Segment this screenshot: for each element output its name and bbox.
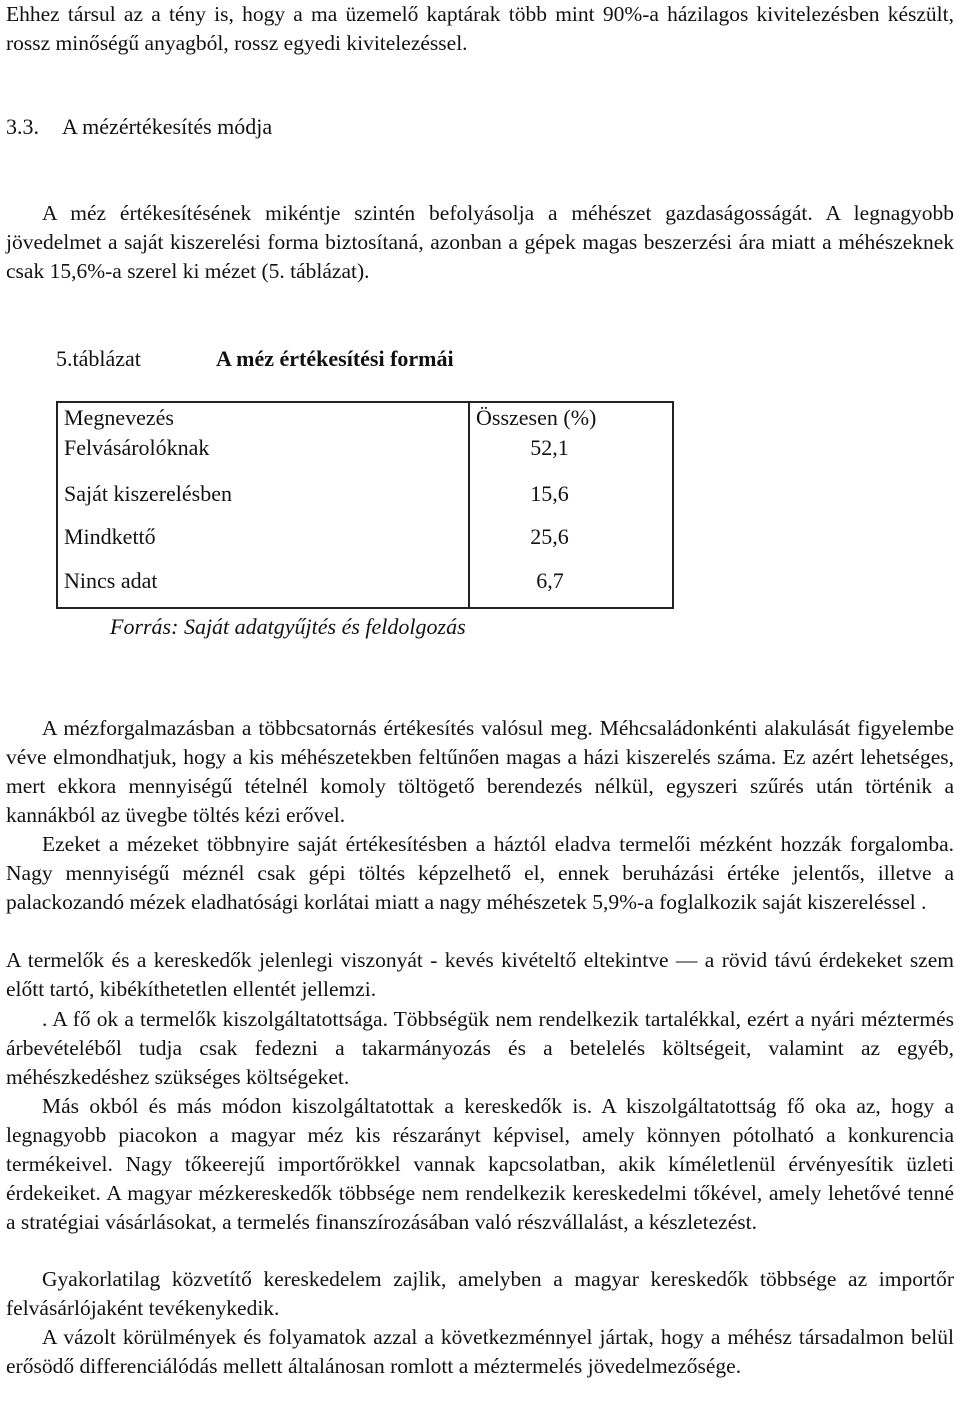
body-paragraph-5: Más okból és más módon kiszolgáltatottak a kereskedők is. A kiszolgáltatottság fő oka az, hogy a legnagyobb piacokon a magyar méz kis részarányt képvisel, amely könnyen pótolható a konkurencia termékeivel. Nagy tőkeerejű importőrökkel vannak kapcsolatban, akik kíméletlenül érvényesítik üzleti érdekeiket. A magyar mézkereskedők többsége nem rendelkezik kereskedelmi tőkével, amely lehetővé tenné a stratégiai vásárlásokat, a termelés finanszírozásában való részvállalást, a készletezést. xyxy=(6,1094,954,1234)
table-row-name: Saját kiszerelésben xyxy=(64,481,232,506)
table-label: 5.táblázat xyxy=(56,346,141,371)
body-paragraph-6: Gyakorlatilag közvetítő kereskedelem zajlik, amelyben a magyar kereskedők többsége az importőr felvásárlójaként tevékenykedik. xyxy=(6,1267,954,1320)
table-row-value: 15,6 xyxy=(530,481,569,506)
table-header-name: Megnevezés xyxy=(64,405,174,430)
table-caption xyxy=(56,344,454,373)
table-header-total: Összesen (%) xyxy=(476,405,597,430)
section-paragraph: A méz értékesítésének mikéntje szintén befolyásolja a méhészet gazdaságosságát. A legnagyobb jövedelmet a saját kiszerelési forma biztosítaná, azonban a gépek magas beszerzési ára miatt a méhészeknek csak 15,6%-a szerel ki mézet (5. táblázat). xyxy=(6,201,954,283)
table-column-divider xyxy=(468,403,470,607)
body-paragraph-2: Ezeket a mézeket többnyire saját értékesítésben a háztól eladva termelői mézként hozzák forgalomba. Nagy mennyiségű méznél csak gépi töltés képzelhető el, ennek beruházási értéke jelentős, illetve a palackozandó mézek eladhatósági korlátai miatt a nagy méhészetek 5,9%-a foglalkozik saját kiszereléssel . xyxy=(6,832,954,914)
table-row-value: 52,1 xyxy=(530,435,569,460)
body-paragraph-1: A mézforgalmazásban a többcsatornás értékesítés valósul meg. Méhcsaládonkénti alakulását figyelembe véve elmondhatjuk, hogy a kis méhészetekben feltűnően magas a házi kiszerelés száma. Ez azért lehetséges, mert ekkora mennyiségű tételnél komoly töltögető berendezés nélkül, egyszeri szűrés után történik a kannákból az üvegbe töltés kézi erővel. xyxy=(6,716,954,827)
table-row-value: 25,6 xyxy=(530,524,569,549)
table-row-name: Nincs adat xyxy=(64,568,158,593)
section-title: A mézértékesítés módja xyxy=(62,114,273,139)
section-number: 3.3. xyxy=(6,114,39,139)
body-paragraph-7: A vázolt körülmények és folyamatok azzal a következménnyel jártak, hogy a méhész társadalmon belül erősödő differenciálódás mellett általánosan romlott a méztermelés jövedelmezősége. xyxy=(6,1325,954,1378)
body-paragraph-3: A termelők és a kereskedők jelenlegi viszonyát - kevés kivételtő eltekintve — a rövid távú érdekeket szem előtt tartó, kibékíthetetlen ellentét jellemzi. xyxy=(6,948,954,1001)
intro-paragraph: Ehhez társul az a tény is, hogy a ma üzemelő kaptárak több mint 90%-a házilagos kivitelezésben készült, rossz minőségű anyagból, rossz egyedi kivitelezéssel. xyxy=(6,2,954,55)
table-source-note: Forrás: Saját adatgyűjtés és feldolgozás xyxy=(110,614,466,639)
table-title: A méz értékesítési formái xyxy=(216,346,454,371)
section-heading xyxy=(6,112,272,141)
table-row-name: Mindkettő xyxy=(64,524,156,549)
table-row-name: Felvásárolóknak xyxy=(64,435,210,460)
table-row-value: 6,7 xyxy=(536,568,564,593)
body-paragraph-4: . A fő ok a termelők kiszolgáltatottsága. Többségük nem rendelkezik tartalékkal, ezért a nyári méztermés árbevételéből tudja csak fedezni a takarmányozás és a betelelés költségeit, valamint az egyéb, méhészkedéshez szükséges költségeket. xyxy=(6,1007,954,1089)
sales-forms-table xyxy=(56,401,674,609)
